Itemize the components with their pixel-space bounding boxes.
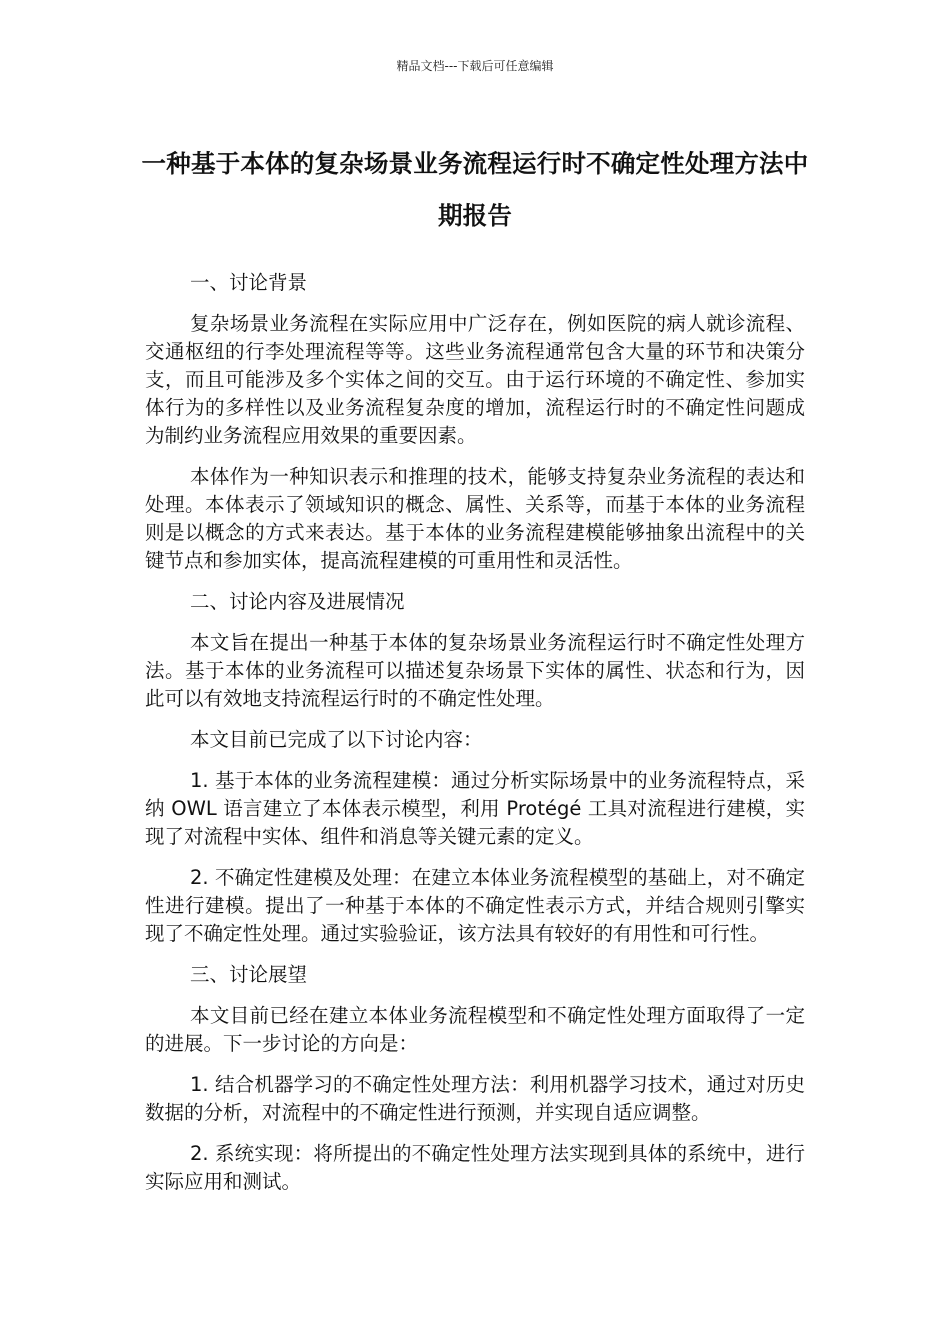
section-heading-background: 一、讨论背景 (190, 271, 308, 294)
section-heading-outlook: 三、讨论展望 (190, 963, 308, 986)
paragraph: 本体作为一种知识表示和推理的技术，能够支持复杂业务流程的表达和处理。本体表示了领域知识的概念、属性、关系等，而基于本体的业务流程则是以概念的方式来表达。基于本体的业务流程建模能够抽象出流程中的关键节点和参加实体，提高流程建模的可重用性和灵活性。 (145, 465, 805, 572)
list-item: 1. 结合机器学习的不确定性处理方法：利用机器学习技术，通过对历史数据的分析，对流程中的不确定性进行预测，并实现自适应调整。 (145, 1073, 805, 1124)
paragraph: 复杂场景业务流程在实际应用中广泛存在，例如医院的病人就诊流程、交通枢纽的行李处理流程等等。这些业务流程通常包含大量的环节和决策分支，而且可能涉及多个实体之间的交互。由于运行环境的不确定性、参加实体行为的多样性以及业务流程复杂度的增加，流程运行时的不确定性问题成为制约业务流程应用效果的重要因素。 (145, 312, 805, 447)
list-item: 2. 系统实现：将所提出的不确定性处理方法实现到具体的系统中，进行实际应用和测试。 (145, 1142, 805, 1193)
section-heading-progress: 二、讨论内容及进展情况 (190, 590, 405, 613)
paragraph: 本文旨在提出一种基于本体的复杂场景业务流程运行时不确定性处理方法。基于本体的业务流程可以描述复杂场景下实体的属性、状态和行为，因此可以有效地支持流程运行时的不确定性处理。 (145, 631, 805, 710)
list-item: 2. 不确定性建模及处理：在建立本体业务流程模型的基础上，对不确定性进行建模。提出了一种基于本体的不确定性表示方式，并结合规则引擎实现了不确定性处理。通过实验验证，该方法具有较好的有用性和可行性。 (145, 866, 805, 945)
document-title: 一种基于本体的复杂场景业务流程运行时不确定性处理方法中期报告 (141, 149, 809, 230)
header-note: 精品文档---下载后可任意编辑 (396, 59, 554, 73)
document-body (145, 269, 805, 1209)
paragraph: 本文目前已经在建立本体业务流程模型和不确定性处理方面取得了一定的进展。下一步讨论的方向是： (145, 1004, 805, 1055)
paragraph: 本文目前已完成了以下讨论内容： (190, 728, 483, 751)
list-item: 1. 基于本体的业务流程建模：通过分析实际场景中的业务流程特点，采纳 OWL 语言建立了本体表示模型，利用 Protégé 工具对流程进行建模，实现了对流程中实体、组件和消息等关键元素的定义。 (145, 769, 805, 848)
